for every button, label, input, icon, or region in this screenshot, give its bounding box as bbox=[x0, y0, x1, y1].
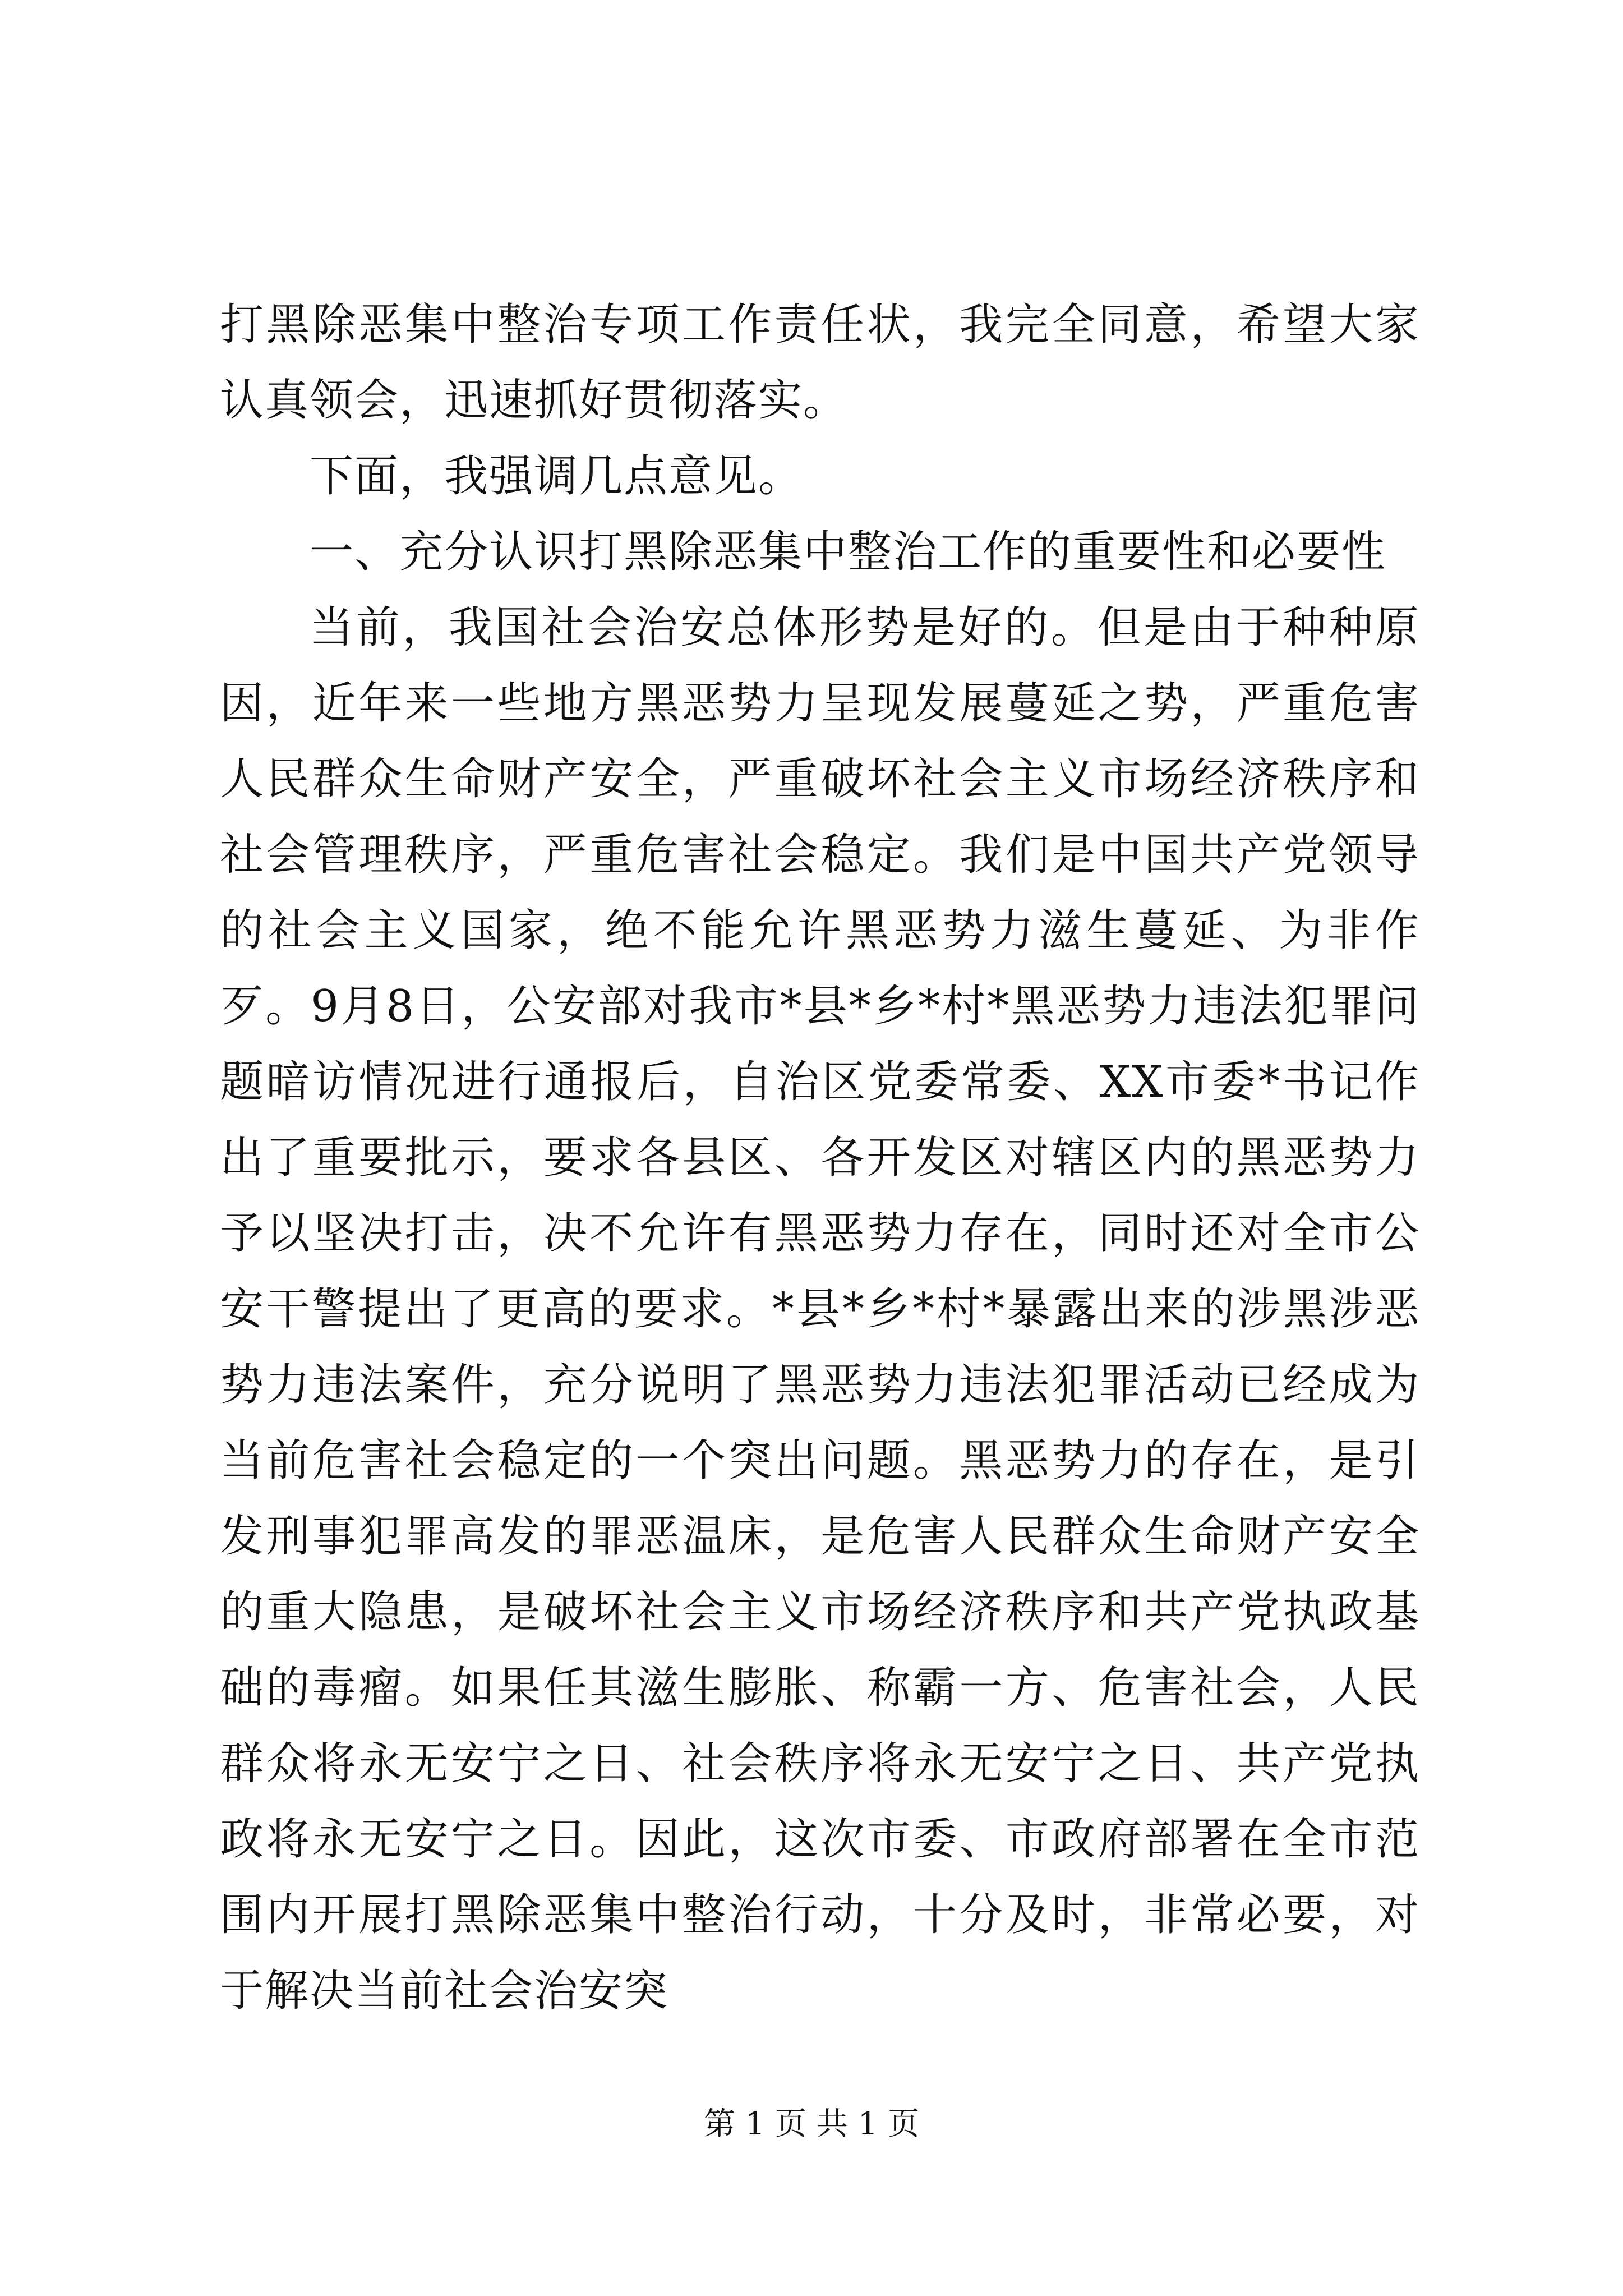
paragraph-continuation: 打黑除恶集中整治专项工作责任状，我完全同意，希望大家认真领会，迅速抓好贯彻落实。 bbox=[220, 300, 1420, 426]
paragraph-intro: 下面，我强调几点意见。 bbox=[310, 451, 804, 501]
document-body bbox=[220, 287, 1420, 2029]
page-footer: 第 1 页 共 1 页 bbox=[703, 2106, 920, 2142]
paragraph-body: 当前，我国社会治安总体形势是好的。但是由于种种原因，近年来一些地方黑恶势力呈现发展蔓延之势，严重危害人民群众生命财产安全，严重破坏社会主义市场经济秩序和社会管理秩序，严重危害社会稳定。我们是中国共产党领导的社会主义国家，绝不能允许黑恶势力滋生蔓延、为非作歹。9月8日，公安部对我市*县*乡*村*黑恶势力违法犯罪问题暗访情况进行通报后，自治区党委常委、XX市委*书记作出了重要批示，要求各县区、各开发区对辖区内的黑恶势力予以坚决打击，决不允许有黑恶势力存在，同时还对全市公安干警提出了更高的要求。*县*乡*村*暴露出来的涉黑涉恶势力违法案件，充分说明了黑恶势力违法犯罪活动已经成为当前危害社会稳定的一个突出问题。黑恶势力的存在，是引发刑事犯罪高发的罪恶温床，是危害人民群众生命财产安全的重大隐患，是破坏社会主义市场经济秩序和共产党执政基础的毒瘤。如果任其滋生膨胀、称霸一方、危害社会，人民群众将永无安宁之日、社会秩序将永无安宁之日、共产党执政将永无安宁之日。因此，这次市委、市政府部署在全市范围内开展打黑除恶集中整治行动，十分及时，非常必要，对于解决当前社会治安突 bbox=[220, 602, 1420, 2016]
section-heading-1: 一、充分认识打黑除恶集中整治工作的重要性和必要性 bbox=[310, 527, 1387, 577]
